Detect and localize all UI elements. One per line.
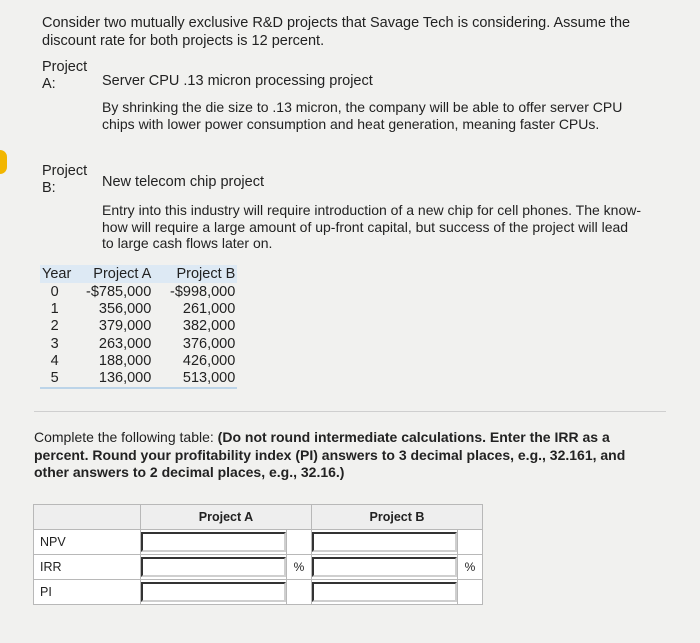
pi-project-a-input[interactable] [141,582,286,602]
header-project-a: Project A [77,265,153,283]
irr-b-unit: % [458,555,483,580]
project-a-label [42,59,87,93]
table-row [40,300,237,317]
year-cell: 4 [50,352,59,369]
row-label-pi: PI [34,580,141,605]
year-cell: 1 [50,300,59,317]
answer-header-project-a: Project A [141,505,312,530]
year-cell: 2 [50,318,59,335]
intro-text: Consider two mutually exclusive R&D projects that Savage Tech is considering. Assume the discount rate for both projects is 12 percent. [42,15,631,49]
npv-b-unit [458,530,483,555]
table-row [40,283,237,300]
project-a-cell: 379,000 [98,318,152,335]
project-a-label-line2: A: [42,76,56,92]
side-marker [0,150,7,174]
instructions-lead: Complete the following table: [34,429,218,445]
project-b-cell: 382,000 [182,318,236,335]
header-project-b: Project B [153,265,237,283]
irr-a-unit: % [287,555,312,580]
project-b-description: Entry into this industry will require introduction of a new chip for cell phones. The know-how will require a large amount of up-front capital, but success of the project will lead to large cash flows later on. [102,202,642,251]
year-cell: 0 [50,283,59,300]
npv-a-unit [287,530,312,555]
pi-b-cell [312,580,458,605]
pi-project-b-input[interactable] [312,582,457,602]
answer-row-pi [34,580,483,605]
pi-a-unit [287,580,312,605]
answer-table [33,504,483,605]
year-cell: 5 [40,369,77,387]
answer-header-blank [34,505,141,530]
section-divider [34,411,666,412]
npv-b-cell [312,530,458,555]
irr-a-cell [141,555,287,580]
irr-project-b-input[interactable] [312,557,457,577]
row-label-npv: NPV [34,530,141,555]
table-row [40,352,237,369]
cash-flow-header-row [40,265,237,283]
project-b-cell: 513,000 [153,369,237,387]
project-b-label [42,163,87,197]
irr-b-cell [312,555,458,580]
project-b-cell: 261,000 [182,300,236,317]
table-row [40,335,237,352]
project-b-label-line1: Project [42,163,88,179]
answer-header-row [34,505,483,530]
project-b-cell: 426,000 [182,352,236,369]
instructions-bold: (Do not round intermediate calculations. Enter the IRR as a percent. Round your profitability index (PI) answers to 3 decimal places, e.g., 32.161, and other answers to 2 decimal places, e.g., 32.16.) [34,429,626,480]
project-b-cell: 376,000 [182,335,236,352]
project-b-label-line2: B: [42,180,56,196]
pi-b-unit [458,580,483,605]
header-year: Year [40,265,77,283]
answer-row-npv [34,530,483,555]
cash-flow-table [40,265,237,389]
project-b-cell: -$998,000 [170,283,236,300]
answer-row-irr [34,555,483,580]
project-a-title: Server CPU .13 micron processing project [102,73,373,89]
project-b-title: New telecom chip project [102,174,264,190]
table-row [40,318,237,335]
npv-project-b-input[interactable] [312,532,457,552]
npv-a-cell [141,530,287,555]
project-a-cell: 263,000 [98,335,152,352]
pi-a-cell [141,580,287,605]
project-a-cell: 136,000 [77,369,153,387]
irr-project-a-input[interactable] [141,557,286,577]
project-a-cell: -$785,000 [86,283,152,300]
npv-project-a-input[interactable] [141,532,286,552]
project-a-label-line1: Project [42,59,88,75]
project-a-cell: 356,000 [98,300,152,317]
project-a-description: By shrinking the die size to .13 micron, the company will be able to offer server CPU chips with lower power consumption and heat generation, meaning faster CPUs. [102,99,623,132]
instructions [34,429,654,482]
table-row [40,369,237,387]
year-cell: 3 [50,335,59,352]
project-a-cell: 188,000 [98,352,152,369]
row-label-irr: IRR [34,555,141,580]
answer-header-project-b: Project B [312,505,483,530]
